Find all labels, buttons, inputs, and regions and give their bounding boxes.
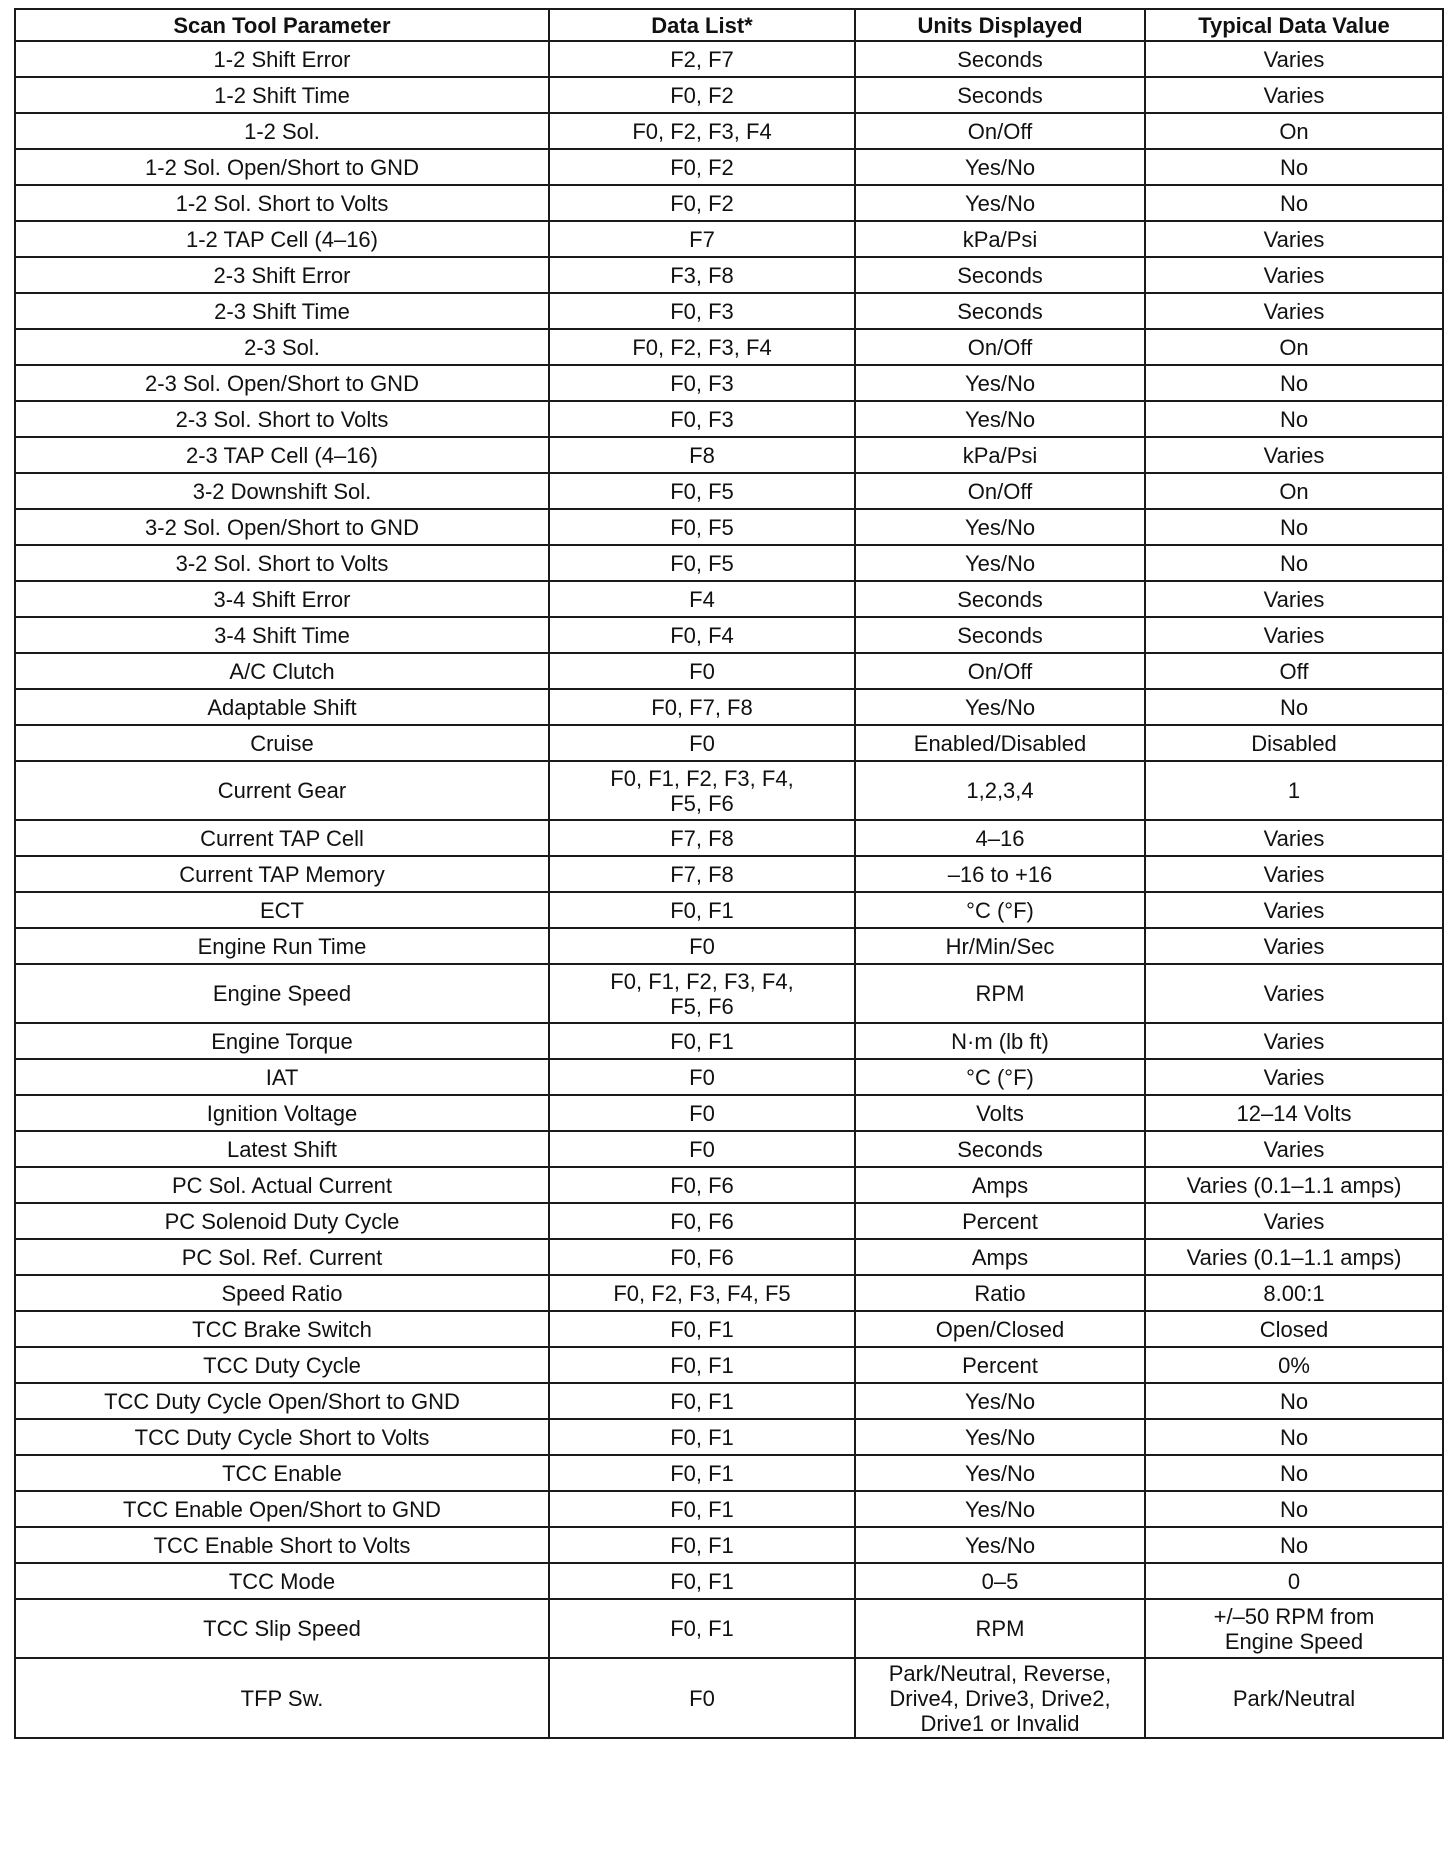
table-row [15, 1563, 1443, 1599]
parameter-cell: 2-3 TAP Cell (4–16) [15, 437, 549, 473]
units-cell: Enabled/Disabled [855, 725, 1145, 761]
data-list-cell: F0, F1 [549, 1491, 855, 1527]
table-row [15, 1275, 1443, 1311]
parameter-cell: Speed Ratio [15, 1275, 549, 1311]
data-list-cell: F0, F2 [549, 77, 855, 113]
table-row [15, 545, 1443, 581]
parameter-cell: TCC Duty Cycle [15, 1347, 549, 1383]
typical-value-cell: No [1145, 185, 1443, 221]
data-list-cell: F0, F1 [549, 1527, 855, 1563]
data-list-cell: F0, F5 [549, 473, 855, 509]
data-list-cell: F0 [549, 1095, 855, 1131]
data-list-cell: F0, F3 [549, 365, 855, 401]
table-row [15, 689, 1443, 725]
table-row [15, 820, 1443, 856]
data-list-cell: F0, F6 [549, 1239, 855, 1275]
header-data-list: Data List* [549, 9, 855, 41]
scan-tool-data-table [14, 8, 1444, 1739]
typical-value-cell: Varies [1145, 892, 1443, 928]
typical-value-cell: Varies [1145, 1023, 1443, 1059]
table-row [15, 329, 1443, 365]
data-list-cell: F0, F1, F2, F3, F4, F5, F6 [549, 964, 855, 1023]
data-list-cell: F0, F3 [549, 293, 855, 329]
parameter-cell: 3-2 Downshift Sol. [15, 473, 549, 509]
table-row [15, 1023, 1443, 1059]
units-cell: Yes/No [855, 365, 1145, 401]
typical-value-cell: Varies [1145, 257, 1443, 293]
units-cell: Yes/No [855, 1491, 1145, 1527]
units-cell: kPa/Psi [855, 437, 1145, 473]
parameter-cell: TCC Slip Speed [15, 1599, 549, 1658]
data-list-cell: F0, F1, F2, F3, F4, F5, F6 [549, 761, 855, 820]
typical-value-cell: On [1145, 473, 1443, 509]
typical-value-cell: No [1145, 545, 1443, 581]
table-row [15, 892, 1443, 928]
units-cell: Yes/No [855, 509, 1145, 545]
typical-value-cell: No [1145, 149, 1443, 185]
parameter-cell: TCC Duty Cycle Open/Short to GND [15, 1383, 549, 1419]
typical-value-cell: Varies [1145, 1059, 1443, 1095]
typical-value-cell: 0 [1145, 1563, 1443, 1599]
units-cell: Yes/No [855, 1383, 1145, 1419]
typical-value-cell: Varies (0.1–1.1 amps) [1145, 1167, 1443, 1203]
parameter-cell: Engine Torque [15, 1023, 549, 1059]
parameter-cell: PC Solenoid Duty Cycle [15, 1203, 549, 1239]
typical-value-cell: Park/Neutral [1145, 1658, 1443, 1738]
data-list-cell: F0, F2 [549, 185, 855, 221]
parameter-cell: TCC Duty Cycle Short to Volts [15, 1419, 549, 1455]
units-cell: Percent [855, 1347, 1145, 1383]
units-cell: Seconds [855, 1131, 1145, 1167]
table-row [15, 221, 1443, 257]
units-cell: Open/Closed [855, 1311, 1145, 1347]
table-row [15, 1059, 1443, 1095]
units-cell: –16 to +16 [855, 856, 1145, 892]
data-list-cell: F0, F5 [549, 545, 855, 581]
data-list-cell: F0, F1 [549, 1311, 855, 1347]
typical-value-cell: 0% [1145, 1347, 1443, 1383]
units-cell: Hr/Min/Sec [855, 928, 1145, 964]
parameter-cell: PC Sol. Actual Current [15, 1167, 549, 1203]
units-cell: Yes/No [855, 1455, 1145, 1491]
table-row [15, 1347, 1443, 1383]
data-list-cell: F0, F1 [549, 1383, 855, 1419]
units-cell: N·m (lb ft) [855, 1023, 1145, 1059]
typical-value-cell: Varies [1145, 293, 1443, 329]
typical-value-cell: No [1145, 1383, 1443, 1419]
table-row [15, 365, 1443, 401]
units-cell: Percent [855, 1203, 1145, 1239]
scan-tool-data-document [14, 8, 1442, 1739]
typical-value-cell: Varies [1145, 1131, 1443, 1167]
table-row [15, 653, 1443, 689]
table-row [15, 1131, 1443, 1167]
parameter-cell: Cruise [15, 725, 549, 761]
units-cell: RPM [855, 964, 1145, 1023]
data-list-cell: F4 [549, 581, 855, 617]
data-list-cell: F0, F5 [549, 509, 855, 545]
units-cell: 1,2,3,4 [855, 761, 1145, 820]
data-list-cell: F0 [549, 1059, 855, 1095]
units-cell: kPa/Psi [855, 221, 1145, 257]
parameter-cell: 1-2 Sol. Short to Volts [15, 185, 549, 221]
parameter-cell: TCC Brake Switch [15, 1311, 549, 1347]
table-row [15, 1455, 1443, 1491]
table-row [15, 185, 1443, 221]
typical-value-cell: 1 [1145, 761, 1443, 820]
units-cell: On/Off [855, 329, 1145, 365]
units-cell: Seconds [855, 581, 1145, 617]
parameter-cell: 1-2 Shift Error [15, 41, 549, 77]
typical-value-cell: No [1145, 401, 1443, 437]
data-list-cell: F0 [549, 928, 855, 964]
parameter-cell: 1-2 Sol. Open/Short to GND [15, 149, 549, 185]
typical-value-cell: No [1145, 1455, 1443, 1491]
data-list-cell: F0, F6 [549, 1203, 855, 1239]
units-cell: °C (°F) [855, 892, 1145, 928]
parameter-cell: Engine Speed [15, 964, 549, 1023]
parameter-cell: 1-2 Sol. [15, 113, 549, 149]
table-row [15, 149, 1443, 185]
units-cell: Yes/No [855, 149, 1145, 185]
table-row [15, 1167, 1443, 1203]
typical-value-cell: On [1145, 113, 1443, 149]
header-row [15, 9, 1443, 41]
typical-value-cell: No [1145, 1527, 1443, 1563]
units-cell: Amps [855, 1167, 1145, 1203]
typical-value-cell: Varies [1145, 77, 1443, 113]
parameter-cell: TCC Enable Open/Short to GND [15, 1491, 549, 1527]
typical-value-cell: Varies [1145, 928, 1443, 964]
parameter-cell: 2-3 Shift Time [15, 293, 549, 329]
data-list-cell: F0 [549, 1131, 855, 1167]
units-cell: Yes/No [855, 1419, 1145, 1455]
table-row [15, 617, 1443, 653]
typical-value-cell: Varies (0.1–1.1 amps) [1145, 1239, 1443, 1275]
parameter-cell: Ignition Voltage [15, 1095, 549, 1131]
data-list-cell: F0, F3 [549, 401, 855, 437]
data-list-cell: F0, F2, F3, F4 [549, 329, 855, 365]
units-cell: Seconds [855, 257, 1145, 293]
parameter-cell: Latest Shift [15, 1131, 549, 1167]
table-row [15, 964, 1443, 1023]
units-cell: Amps [855, 1239, 1145, 1275]
table-body [15, 41, 1443, 1738]
table-row [15, 1383, 1443, 1419]
table-row [15, 1311, 1443, 1347]
typical-value-cell: No [1145, 365, 1443, 401]
units-cell: Park/Neutral, Reverse, Drive4, Drive3, Drive2, Drive1 or Invalid [855, 1658, 1145, 1738]
data-list-cell: F0, F2 [549, 149, 855, 185]
data-list-cell: F0 [549, 1658, 855, 1738]
table-row [15, 1658, 1443, 1738]
parameter-cell: 1-2 TAP Cell (4–16) [15, 221, 549, 257]
units-cell: Yes/No [855, 689, 1145, 725]
parameter-cell: TCC Enable Short to Volts [15, 1527, 549, 1563]
parameter-cell: A/C Clutch [15, 653, 549, 689]
data-list-cell: F0, F1 [549, 1023, 855, 1059]
units-cell: On/Off [855, 473, 1145, 509]
typical-value-cell: No [1145, 689, 1443, 725]
units-cell: Yes/No [855, 185, 1145, 221]
data-list-cell: F7, F8 [549, 820, 855, 856]
table-row [15, 293, 1443, 329]
units-cell: Seconds [855, 293, 1145, 329]
data-list-cell: F0, F1 [549, 1347, 855, 1383]
units-cell: Ratio [855, 1275, 1145, 1311]
data-list-cell: F0, F6 [549, 1167, 855, 1203]
table-row [15, 761, 1443, 820]
units-cell: Yes/No [855, 545, 1145, 581]
typical-value-cell: Varies [1145, 437, 1443, 473]
data-list-cell: F7 [549, 221, 855, 257]
table-row [15, 257, 1443, 293]
parameter-cell: 3-2 Sol. Short to Volts [15, 545, 549, 581]
data-list-cell: F0, F1 [549, 1599, 855, 1658]
table-row [15, 1527, 1443, 1563]
data-list-cell: F2, F7 [549, 41, 855, 77]
table-row [15, 473, 1443, 509]
data-list-cell: F7, F8 [549, 856, 855, 892]
header-scan-tool-parameter: Scan Tool Parameter [15, 9, 549, 41]
table-row [15, 1599, 1443, 1658]
data-list-cell: F0, F1 [549, 892, 855, 928]
typical-value-cell: Disabled [1145, 725, 1443, 761]
table-row [15, 928, 1443, 964]
data-list-cell: F0 [549, 653, 855, 689]
header-typical-data-value: Typical Data Value [1145, 9, 1443, 41]
parameter-cell: 1-2 Shift Time [15, 77, 549, 113]
table-row [15, 581, 1443, 617]
data-list-cell: F0, F7, F8 [549, 689, 855, 725]
typical-value-cell: Varies [1145, 221, 1443, 257]
units-cell: On/Off [855, 653, 1145, 689]
table-row [15, 509, 1443, 545]
parameter-cell: Adaptable Shift [15, 689, 549, 725]
typical-value-cell: Varies [1145, 617, 1443, 653]
typical-value-cell: No [1145, 1419, 1443, 1455]
units-cell: Yes/No [855, 401, 1145, 437]
table-row [15, 1419, 1443, 1455]
table-row [15, 437, 1443, 473]
data-list-cell: F0, F1 [549, 1455, 855, 1491]
units-cell: Seconds [855, 41, 1145, 77]
parameter-cell: 2-3 Sol. Open/Short to GND [15, 365, 549, 401]
data-list-cell: F0, F2, F3, F4, F5 [549, 1275, 855, 1311]
parameter-cell: TCC Enable [15, 1455, 549, 1491]
typical-value-cell: No [1145, 509, 1443, 545]
data-list-cell: F3, F8 [549, 257, 855, 293]
typical-value-cell: Varies [1145, 820, 1443, 856]
units-cell: Yes/No [855, 1527, 1145, 1563]
typical-value-cell: 8.00:1 [1145, 1275, 1443, 1311]
parameter-cell: 3-4 Shift Error [15, 581, 549, 617]
table-row [15, 1491, 1443, 1527]
typical-value-cell: Varies [1145, 41, 1443, 77]
data-list-cell: F0 [549, 725, 855, 761]
units-cell: °C (°F) [855, 1059, 1145, 1095]
table-row [15, 1095, 1443, 1131]
units-cell: Seconds [855, 617, 1145, 653]
units-cell: 0–5 [855, 1563, 1145, 1599]
typical-value-cell: On [1145, 329, 1443, 365]
typical-value-cell: No [1145, 1491, 1443, 1527]
parameter-cell: ECT [15, 892, 549, 928]
typical-value-cell: Varies [1145, 964, 1443, 1023]
units-cell: Volts [855, 1095, 1145, 1131]
parameter-cell: Current TAP Memory [15, 856, 549, 892]
parameter-cell: 2-3 Sol. [15, 329, 549, 365]
parameter-cell: Current TAP Cell [15, 820, 549, 856]
data-list-cell: F0, F2, F3, F4 [549, 113, 855, 149]
parameter-cell: TFP Sw. [15, 1658, 549, 1738]
units-cell: 4–16 [855, 820, 1145, 856]
header-units-displayed: Units Displayed [855, 9, 1145, 41]
units-cell: Seconds [855, 77, 1145, 113]
typical-value-cell: Closed [1145, 1311, 1443, 1347]
typical-value-cell: Off [1145, 653, 1443, 689]
parameter-cell: TCC Mode [15, 1563, 549, 1599]
units-cell: RPM [855, 1599, 1145, 1658]
table-row [15, 725, 1443, 761]
table-row [15, 1203, 1443, 1239]
table-row [15, 1239, 1443, 1275]
typical-value-cell: +/–50 RPM from Engine Speed [1145, 1599, 1443, 1658]
parameter-cell: 2-3 Sol. Short to Volts [15, 401, 549, 437]
parameter-cell: PC Sol. Ref. Current [15, 1239, 549, 1275]
data-list-cell: F8 [549, 437, 855, 473]
data-list-cell: F0, F1 [549, 1563, 855, 1599]
parameter-cell: Engine Run Time [15, 928, 549, 964]
table-row [15, 113, 1443, 149]
parameter-cell: 2-3 Shift Error [15, 257, 549, 293]
data-list-cell: F0, F4 [549, 617, 855, 653]
parameter-cell: IAT [15, 1059, 549, 1095]
parameter-cell: Current Gear [15, 761, 549, 820]
table-row [15, 77, 1443, 113]
typical-value-cell: Varies [1145, 1203, 1443, 1239]
typical-value-cell: 12–14 Volts [1145, 1095, 1443, 1131]
typical-value-cell: Varies [1145, 856, 1443, 892]
table-row [15, 856, 1443, 892]
table-row [15, 41, 1443, 77]
table-row [15, 401, 1443, 437]
parameter-cell: 3-4 Shift Time [15, 617, 549, 653]
units-cell: On/Off [855, 113, 1145, 149]
typical-value-cell: Varies [1145, 581, 1443, 617]
parameter-cell: 3-2 Sol. Open/Short to GND [15, 509, 549, 545]
data-list-cell: F0, F1 [549, 1419, 855, 1455]
